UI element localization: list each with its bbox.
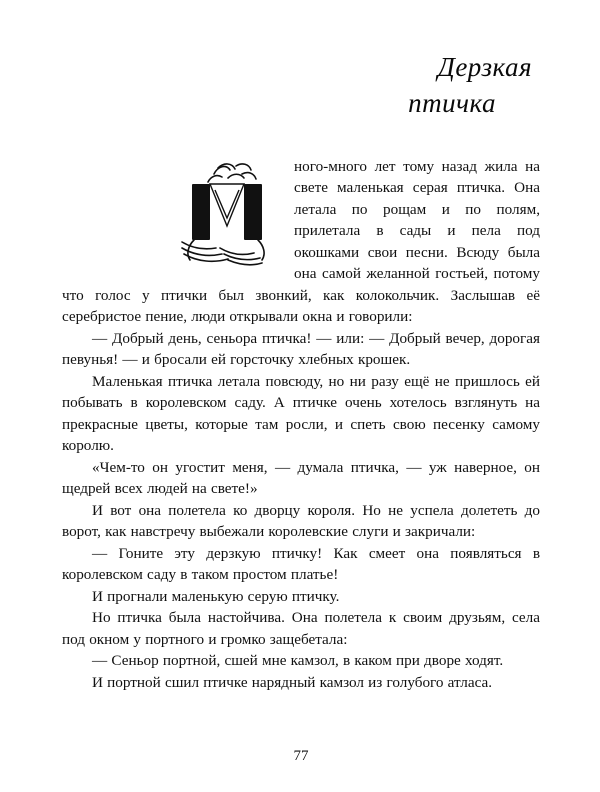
paragraph: Но птичка была настойчива. Она полетела к своим друзьям, села под окном у портного и громко защебетала: — [62, 609, 540, 648]
title-line-1: Дерзкая — [437, 52, 532, 82]
paragraph: — Добрый день, сеньора птичка! — или: — Добрый вечер, дорогая певунья! — и бросали ей горсточку хлебных крошек. — [62, 329, 540, 369]
paragraph: И вот она полетела ко дворцу короля. Но не успела долететь до ворот, как навстречу выбежали королевские слуги и закричали: — [62, 501, 540, 541]
paragraph: — Сеньор портной, сшей мне камзол, в каком при дворе ходят. — [92, 652, 504, 670]
paragraph: И портной сшил птичке нарядный камзол из голубого атласа. — [92, 673, 493, 691]
paragraph: «Чем-то он угостит меня, — думала птичка, — уж наверное, он щедрей всех людей на свете!» — [62, 458, 540, 498]
ornate-initial-with-birds-icon — [158, 156, 286, 268]
story-title — [62, 50, 540, 122]
page-content — [62, 36, 540, 764]
paragraph: И прогнали маленькую серую птичку. — [92, 587, 340, 605]
paragraph: Маленькая птичка летала повсюду, но ни разу ещё не пришлось ей побывать в королевском саду. А птичке очень хотелось взглянуть на прекрасные цветы, которые там росли, и спеть свою песенку самому королю. — [62, 372, 540, 455]
title-line-2: птичка — [408, 87, 496, 118]
story-body — [62, 156, 540, 694]
paragraph: — Гоните эту дерзкую птичку! Как смеет она появляться в королевском саду в таком простом платье! — [62, 544, 540, 584]
paragraph: ного-много лет тому назад жила на свете маленькая серая птичка. Она летала по рощам и по полям, прилетала в сады и пела под окошками свои песни. Всюду была она самой желанной гостьей, потому что голос у птички был звонкий, как колокольчик. Заслышав её серебристое пение, люди открывали окна и говорили: — [62, 157, 540, 326]
page-number: 77 — [293, 748, 309, 764]
